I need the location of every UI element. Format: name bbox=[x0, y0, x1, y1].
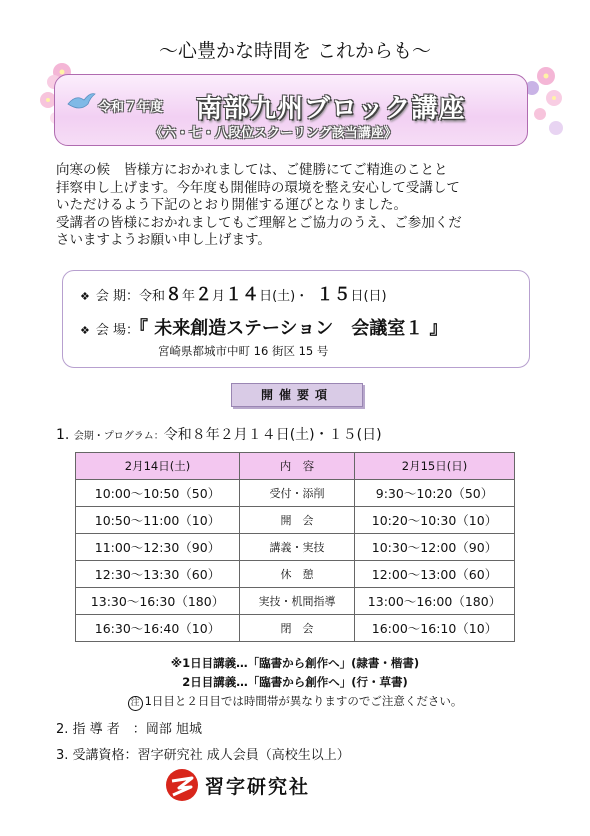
instructor-label: 指 導 者 ： bbox=[72, 722, 146, 737]
eligibility-row: 3. 受講資格：習字研究社 成人会員（高校生以上） bbox=[56, 748, 350, 763]
section-title: 開催要項 bbox=[231, 383, 363, 407]
instructor-row: 2. 指 導 者 ：岡部 旭城 bbox=[56, 722, 202, 737]
fiscal-year: 令和７年度 bbox=[98, 100, 164, 115]
day2-time: 10:30～12:00（90） bbox=[355, 534, 515, 561]
period-day2: １５ bbox=[316, 285, 351, 305]
content: 受付・添削 bbox=[240, 480, 355, 507]
table-row bbox=[76, 480, 515, 507]
table-row bbox=[76, 534, 515, 561]
header-day1: 2月14日(土) bbox=[76, 453, 240, 480]
period-day1: １４ bbox=[225, 285, 260, 305]
day2-time: 9:30～10:20（50） bbox=[355, 480, 515, 507]
period-year: ８ bbox=[165, 285, 183, 305]
period-label: 会 期： bbox=[95, 289, 140, 304]
table-row bbox=[76, 588, 515, 615]
period-day1-suffix: 日(土)・ bbox=[259, 289, 309, 304]
note-day1: ※1日目講義…「臨書から創作へ」(隷書・楷書) bbox=[170, 656, 420, 670]
period-month: ２ bbox=[195, 285, 213, 305]
program-value: 令和８年２月１４日(土)・１５(日) bbox=[163, 427, 382, 443]
header-content: 内 容 bbox=[240, 453, 355, 480]
venue-row bbox=[80, 314, 447, 340]
content: 閉 会 bbox=[240, 615, 355, 642]
period-tsuki: 月 bbox=[212, 289, 226, 304]
note-caution: 注 1日目と２日目では時間帯が異なりますのでご注意ください。 bbox=[0, 692, 590, 711]
venue-address: 宮崎県都城市中町 16 街区 15 号 bbox=[158, 344, 329, 358]
content: 実技・机間指導 bbox=[240, 588, 355, 615]
content: 休 憩 bbox=[240, 561, 355, 588]
day1-time: 16:30～16:40（10） bbox=[76, 615, 240, 642]
eligibility-value: 習字研究社 成人会員（高校生以上） bbox=[137, 748, 350, 763]
diamond-bullet-icon: ❖ bbox=[80, 290, 90, 303]
note-day2: 2日目講義…「臨書から創作へ」(行・草書) bbox=[182, 675, 408, 689]
period-nen: 年 bbox=[182, 289, 196, 304]
content: 講義・実技 bbox=[240, 534, 355, 561]
day1-time: 12:30～13:30（60） bbox=[76, 561, 240, 588]
day1-time: 13:30～16:30（180） bbox=[76, 588, 240, 615]
intro-line: いただけるよう下記のとおり開催する運びとなりました。 bbox=[56, 197, 407, 214]
table-row bbox=[76, 561, 515, 588]
intro-line: 向寒の候 皆様方におかれましては、ご健勝にてご精進のことと bbox=[56, 162, 448, 178]
instructor-value: 岡部 旭城 bbox=[145, 722, 202, 737]
table-header-row bbox=[76, 453, 515, 480]
program-line bbox=[56, 424, 382, 444]
schedule-table bbox=[75, 452, 515, 642]
intro-line: 拝察申し上げます。今年度も開催時の環境を整え安心して受講して bbox=[56, 179, 460, 196]
notes bbox=[0, 654, 590, 711]
period-row bbox=[80, 280, 387, 305]
banner-title: 南部九州ブロック講座 bbox=[196, 94, 466, 124]
intro-line: 受講者の皆様におかれましてもご理解とご協力のうえ、ご参加くだ bbox=[56, 214, 462, 231]
day2-time: 13:00～16:00（180） bbox=[355, 588, 515, 615]
intro-line: さいますようお願い申し上げます。 bbox=[56, 232, 271, 249]
organization-name: 習字研究社 bbox=[205, 776, 311, 798]
organization-logo-icon bbox=[165, 768, 199, 802]
intro-paragraph bbox=[56, 162, 546, 250]
day2-time: 10:20～10:30（10） bbox=[355, 507, 515, 534]
header-day2: 2月15日(日) bbox=[355, 453, 515, 480]
banner-subtitle: 《六・七・八段位スクーリング該当講座》 bbox=[150, 126, 397, 141]
program-number: 1. bbox=[56, 427, 70, 443]
day1-time: 11:00～12:30（90） bbox=[76, 534, 240, 561]
day1-time: 10:50～11:00（10） bbox=[76, 507, 240, 534]
diamond-bullet-icon: ❖ bbox=[80, 324, 90, 337]
day2-time: 16:00～16:10（10） bbox=[355, 615, 515, 642]
caution-mark: 注 bbox=[128, 696, 143, 711]
day2-time: 12:00～13:00（60） bbox=[355, 561, 515, 588]
program-label: 会期・プログラム： bbox=[73, 431, 164, 442]
day1-time: 10:00～10:50（50） bbox=[76, 480, 240, 507]
table-row bbox=[76, 507, 515, 534]
venue-label: 会 場： bbox=[95, 323, 140, 338]
table-row bbox=[76, 615, 515, 642]
content: 開 会 bbox=[240, 507, 355, 534]
venue-name: 『 未来創造ステーション 会議室１ 』 bbox=[139, 318, 448, 339]
tagline: ～心豊かな時間を これからも～ bbox=[158, 40, 432, 62]
period-day2-suffix: 日(日) bbox=[350, 289, 387, 304]
period-prefix: 令和 bbox=[139, 289, 166, 304]
bird-icon bbox=[66, 90, 96, 112]
eligibility-label: 受講資格： bbox=[72, 748, 138, 763]
